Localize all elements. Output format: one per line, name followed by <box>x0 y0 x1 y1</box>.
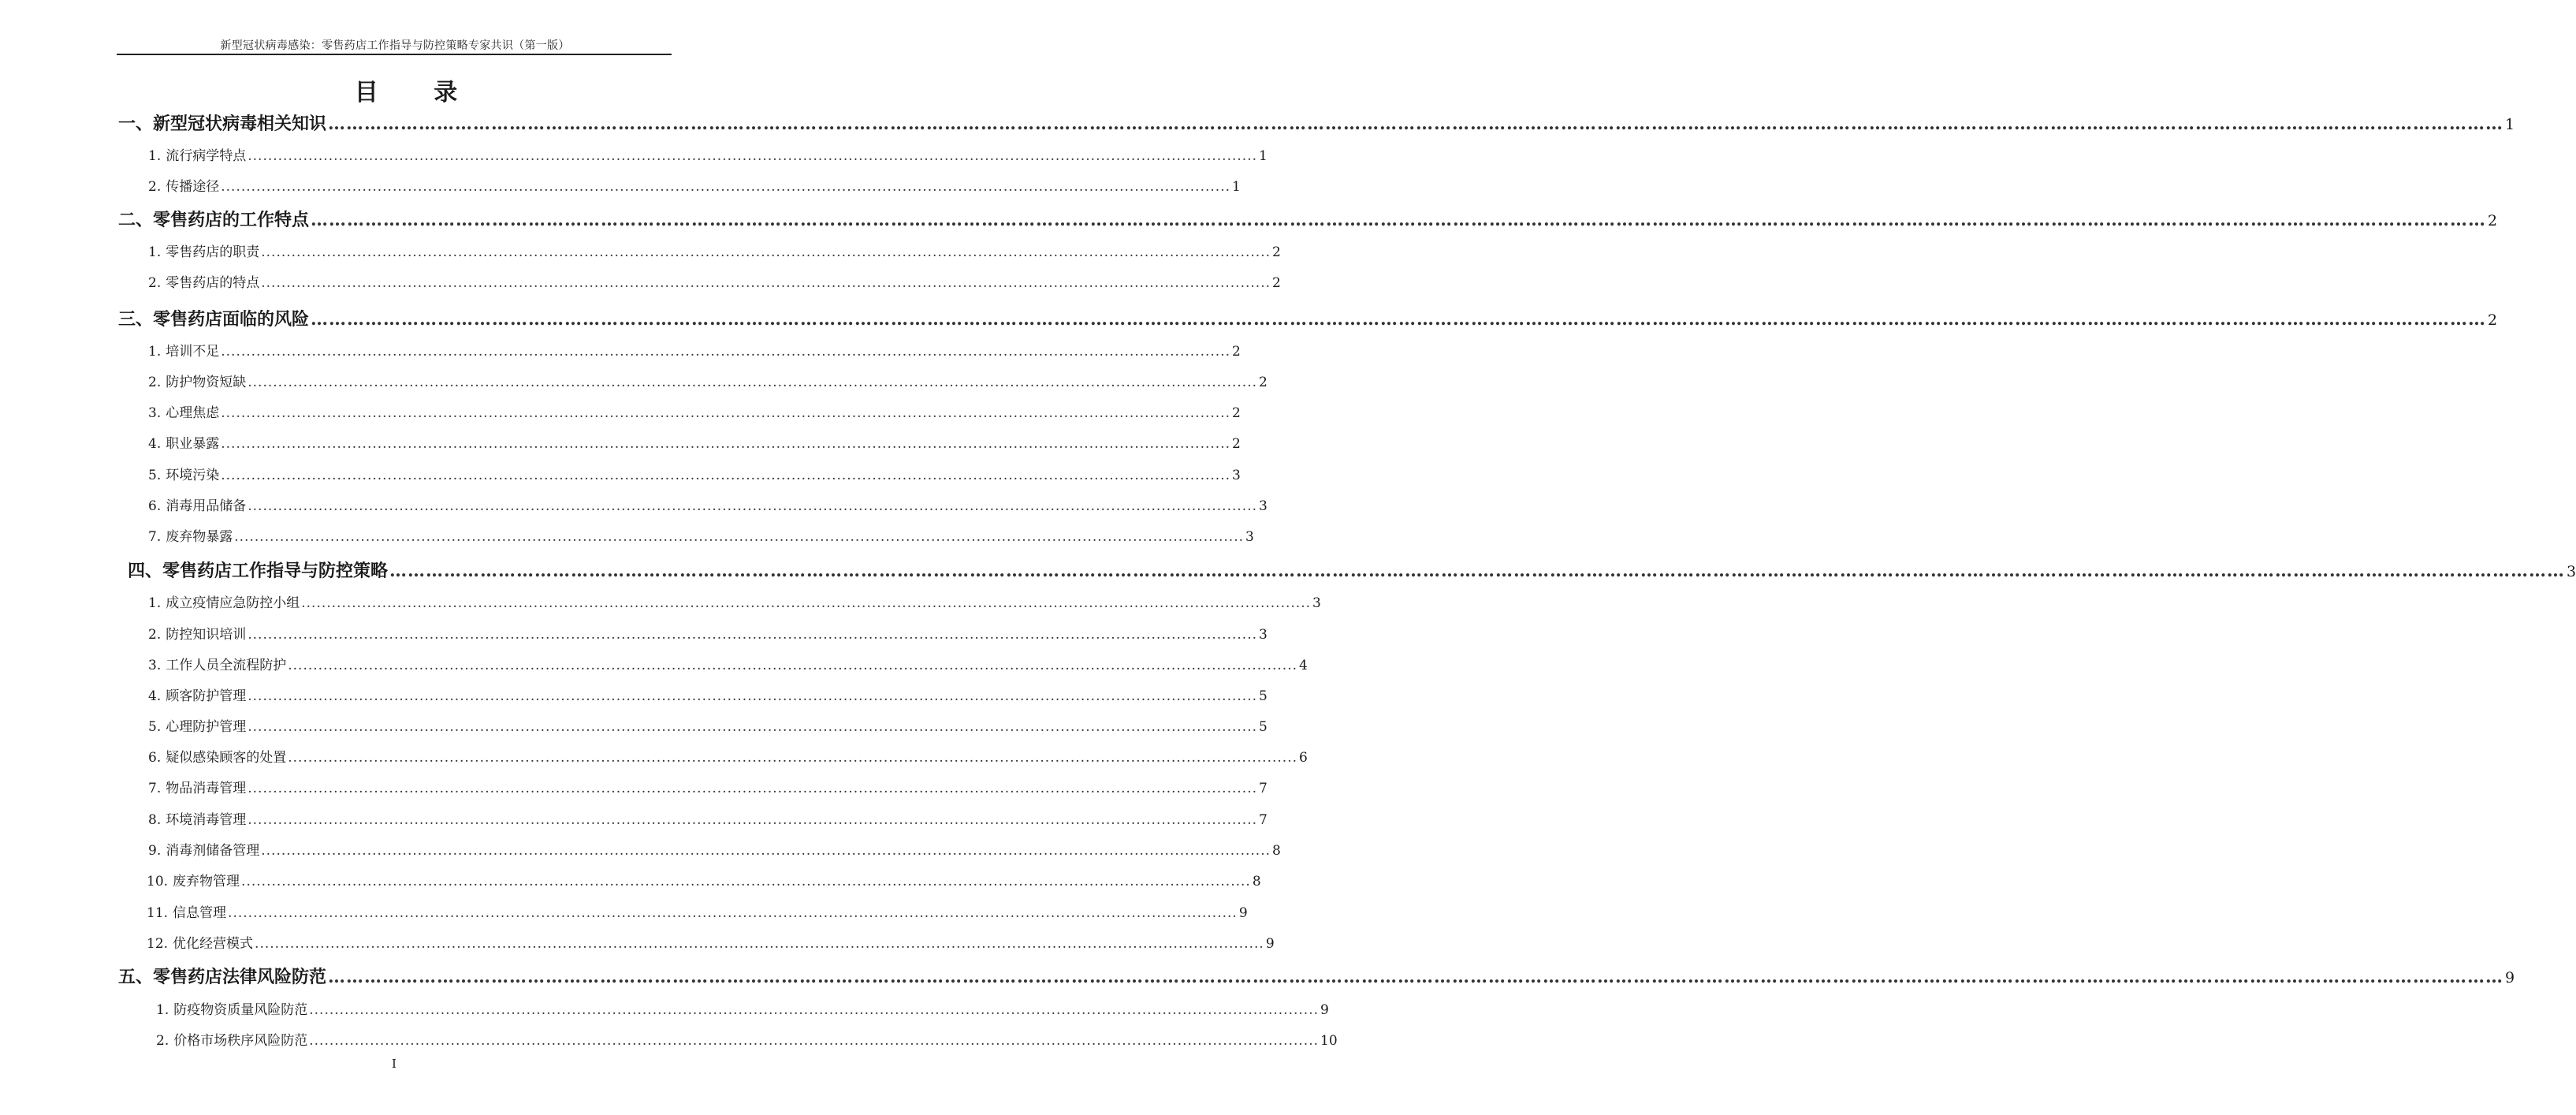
toc-entry-label: 心理防护管理 <box>166 719 247 735</box>
toc-subsection-entry[interactable] <box>148 591 1321 611</box>
toc-entry-number: 4. <box>148 436 162 452</box>
toc-entry-page: 10 <box>1320 1033 1338 1049</box>
toc-leader-dots: ........................................................................................................................................................................................................ <box>221 405 1230 421</box>
toc-entry-number: 11. <box>147 905 169 921</box>
toc-entry-number: 1. <box>148 148 162 164</box>
toc-entry-number: 2. <box>148 275 162 291</box>
toc-leader-dots: ........................................................................................................................................................................................................ <box>255 936 1264 952</box>
toc-entry-label: 成立疫情应急防控小组 <box>166 595 300 611</box>
toc-subsection-entry[interactable] <box>148 839 1281 859</box>
toc-entry-page: 8 <box>1272 843 1281 859</box>
toc-entry-label: 废弃物暴露 <box>166 529 233 545</box>
toc-entry-label: 防护物资短缺 <box>166 375 247 390</box>
toc-entry-page: 9 <box>1265 936 1275 952</box>
toc-entry-number: 5. <box>148 719 162 735</box>
toc-entry-page: 5 <box>1259 688 1268 704</box>
toc-entry-page: 5 <box>1259 719 1268 735</box>
toc-entry-page: 2 <box>2488 311 2498 329</box>
toc-entry-page: 7 <box>1259 781 1268 796</box>
toc-leader-dots: ……………………………………………………………………………………………………………………………………………………………………………………………………………………………………………………………………………………………………………………………… <box>389 561 2566 581</box>
toc-entry-label: 一、新型冠状病毒相关知识 <box>118 114 327 134</box>
toc-section-entry[interactable] <box>128 558 2576 582</box>
toc-leader-dots: ........................................................................................................................................................................................................ <box>248 688 1257 704</box>
page-number: I <box>392 1057 396 1071</box>
toc-leader-dots: ........................................................................................................................................................................................................ <box>288 750 1297 766</box>
toc-subsection-entry[interactable] <box>148 715 1268 735</box>
toc-subsection-entry[interactable] <box>148 777 1268 796</box>
toc-entry-label: 防疫物资质量风险防范 <box>173 1002 308 1018</box>
toc-leader-dots: ……………………………………………………………………………………………………………………………………………………………………………………………………………………………………………………………………………………………………………………………… <box>328 114 2504 134</box>
toc-entry-label: 价格市场秩序风险防范 <box>173 1033 308 1049</box>
toc-leader-dots: ........................................................................................................................................................................................................ <box>261 275 1271 291</box>
toc-entry-label: 四、零售药店工作指导与防控策略 <box>128 561 389 581</box>
toc-entry-number: 2. <box>148 179 162 195</box>
toc-entry-page: 9 <box>1320 1002 1329 1018</box>
toc-section-entry[interactable] <box>118 306 2498 330</box>
toc-leader-dots: ........................................................................................................................................................................................................ <box>309 1002 1319 1018</box>
toc-entry-label: 环境污染 <box>166 468 220 483</box>
toc-entry-label: 零售药店的职责 <box>166 244 260 260</box>
toc-section-entry[interactable] <box>118 207 2498 231</box>
toc-leader-dots: ........................................................................................................................................................................................................ <box>221 344 1230 360</box>
toc-leader-dots: ........................................................................................................................................................................................................ <box>248 498 1257 514</box>
toc-entry-number: 12. <box>147 936 169 952</box>
toc-leader-dots: ........................................................................................................................................................................................................ <box>248 148 1257 164</box>
toc-section-entry[interactable] <box>118 964 2515 988</box>
toc-entry-page: 1 <box>2505 116 2515 133</box>
toc-subsection-entry[interactable] <box>148 808 1268 828</box>
toc-entry-page: 2 <box>1272 275 1281 291</box>
toc-subsection-entry[interactable] <box>148 340 1241 360</box>
toc-entry-label: 消毒剂储备管理 <box>166 843 260 859</box>
toc-entry-label: 职业暴露 <box>166 436 220 452</box>
toc-subsection-entry[interactable] <box>147 901 1248 921</box>
toc-entry-number: 7. <box>148 529 162 545</box>
toc-leader-dots: ........................................................................................................................................................................................................ <box>248 719 1257 735</box>
toc-entry-number: 3. <box>148 658 162 673</box>
toc-entry-number: 6. <box>148 750 162 766</box>
toc-entry-label: 环境消毒管理 <box>166 812 247 828</box>
toc-subsection-entry[interactable] <box>148 144 1268 164</box>
toc-leader-dots: ……………………………………………………………………………………………………………………………………………………………………………………………………………………………………………………………………………………………………………………………… <box>311 309 2487 330</box>
toc-entry-number: 2. <box>156 1033 169 1049</box>
toc-leader-dots: ........................................................................................................................................................................................................ <box>248 812 1257 828</box>
toc-leader-dots: ........................................................................................................................................................................................................ <box>288 658 1297 673</box>
toc-leader-dots: ……………………………………………………………………………………………………………………………………………………………………………………………………………………………………………………………………………………………………………………………… <box>328 967 2504 987</box>
toc-entry-page: 2 <box>1259 375 1268 390</box>
toc-entry-number: 1. <box>148 344 162 360</box>
toc-subsection-entry[interactable] <box>156 1029 1338 1049</box>
toc-entry-label: 废弃物管理 <box>173 874 240 889</box>
toc-entry-number: 9. <box>148 843 162 859</box>
toc-subsection-entry[interactable] <box>148 175 1241 195</box>
toc-subsection-entry[interactable] <box>148 525 1254 545</box>
page-title: 目 录 <box>354 79 482 106</box>
toc-subsection-entry[interactable] <box>156 998 1329 1018</box>
toc-entry-page: 4 <box>1299 658 1308 673</box>
toc-subsection-entry[interactable] <box>148 371 1268 390</box>
toc-entry-number: 8. <box>148 812 162 828</box>
toc-entry-page: 3 <box>2567 563 2576 580</box>
toc-subsection-entry[interactable] <box>148 271 1281 291</box>
toc-entry-page: 2 <box>1232 436 1241 452</box>
toc-entry-page: 2 <box>2488 212 2498 229</box>
toc-entry-number: 10. <box>147 874 169 889</box>
toc-entry-page: 3 <box>1259 627 1268 643</box>
toc-entry-number: 6. <box>148 498 162 514</box>
toc-subsection-entry[interactable] <box>147 870 1261 889</box>
toc-entry-label: 传播途径 <box>166 179 220 195</box>
toc-entry-page: 9 <box>1238 905 1248 921</box>
toc-leader-dots: ........................................................................................................................................................................................................ <box>301 595 1311 611</box>
toc-leader-dots: ........................................................................................................................................................................................................ <box>221 468 1230 483</box>
toc-leader-dots: ........................................................................................................................................................................................................ <box>248 781 1257 796</box>
toc-entry-page: 3 <box>1312 595 1321 611</box>
toc-section-entry[interactable] <box>118 110 2515 135</box>
toc-entry-label: 二、零售药店的工作特点 <box>118 210 310 230</box>
toc-entry-label: 优化经营模式 <box>173 936 254 952</box>
toc-subsection-entry[interactable] <box>148 241 1281 260</box>
toc-entry-label: 消毒用品储备 <box>166 498 247 514</box>
toc-subsection-entry[interactable] <box>148 464 1241 483</box>
toc-leader-dots: ……………………………………………………………………………………………………………………………………………………………………………………………………………………………………………………………………………………………………………………………… <box>311 210 2487 230</box>
toc-leader-dots: ........................................................................................................................................................................................................ <box>248 627 1257 643</box>
toc-subsection-entry[interactable] <box>148 494 1268 514</box>
toc-entry-page: 3 <box>1259 498 1268 514</box>
toc-entry-number: 5. <box>148 468 162 483</box>
toc-subsection-entry[interactable] <box>148 432 1241 452</box>
toc-leader-dots: ........................................................................................................................................................................................................ <box>261 244 1271 260</box>
toc-subsection-entry[interactable] <box>148 684 1268 704</box>
running-header: 新型冠状病毒感染：零售药店工作指导与防控策略专家共识（第一版） <box>220 39 570 52</box>
toc-entry-label: 三、零售药店面临的风险 <box>118 309 310 330</box>
toc-subsection-entry[interactable] <box>148 746 1308 766</box>
toc-entry-label: 五、零售药店法律风险防范 <box>118 967 327 987</box>
toc-subsection-entry[interactable] <box>148 401 1241 421</box>
toc-entry-label: 零售药店的特点 <box>166 275 260 291</box>
toc-entry-label: 心理焦虑 <box>166 405 220 421</box>
toc-leader-dots: ........................................................................................................................................................................................................ <box>309 1033 1319 1049</box>
toc-entry-page: 9 <box>2505 969 2515 986</box>
toc-leader-dots: ........................................................................................................................................................................................................ <box>228 905 1238 921</box>
toc-entry-label: 信息管理 <box>173 905 227 921</box>
toc-leader-dots: ........................................................................................................................................................................................................ <box>234 529 1244 545</box>
toc-leader-dots: ........................................................................................................................................................................................................ <box>221 179 1230 195</box>
toc-entry-page: 2 <box>1272 244 1281 260</box>
toc-entry-label: 物品消毒管理 <box>166 781 247 796</box>
toc-entry-number: 1. <box>148 244 162 260</box>
toc-subsection-entry[interactable] <box>148 623 1268 643</box>
toc-entry-page: 6 <box>1299 750 1308 766</box>
toc-entry-number: 4. <box>148 688 162 704</box>
toc-entry-label: 工作人员全流程防护 <box>166 658 287 673</box>
toc-entry-label: 疑似感染顾客的处置 <box>166 750 287 766</box>
toc-entry-page: 8 <box>1252 874 1261 889</box>
toc-entry-page: 1 <box>1259 148 1268 164</box>
toc-leader-dots: ........................................................................................................................................................................................................ <box>241 874 1251 889</box>
toc-subsection-entry[interactable] <box>148 654 1308 673</box>
toc-entry-page: 2 <box>1232 344 1241 360</box>
toc-entry-label: 防控知识培训 <box>166 627 247 643</box>
toc-entry-page: 7 <box>1259 812 1268 828</box>
toc-entry-page: 3 <box>1245 529 1254 545</box>
toc-entry-page: 3 <box>1232 468 1241 483</box>
toc-entry-page: 1 <box>1232 179 1241 195</box>
toc-entry-number: 2. <box>148 375 162 390</box>
toc-entry-label: 流行病学特点 <box>166 148 247 164</box>
toc-leader-dots: ........................................................................................................................................................................................................ <box>261 843 1271 859</box>
toc-leader-dots: ........................................................................................................................................................................................................ <box>221 436 1230 452</box>
toc-entry-label: 培训不足 <box>166 344 220 360</box>
toc-entry-number: 3. <box>148 405 162 421</box>
toc-subsection-entry[interactable] <box>147 932 1275 952</box>
toc-entry-label: 顾客防护管理 <box>166 688 247 704</box>
toc-leader-dots: ........................................................................................................................................................................................................ <box>248 375 1257 390</box>
toc-entry-number: 1. <box>148 595 162 611</box>
toc-entry-number: 1. <box>156 1002 169 1018</box>
toc-entry-page: 2 <box>1232 405 1241 421</box>
toc-entry-number: 7. <box>148 781 162 796</box>
toc-entry-number: 2. <box>148 627 162 643</box>
